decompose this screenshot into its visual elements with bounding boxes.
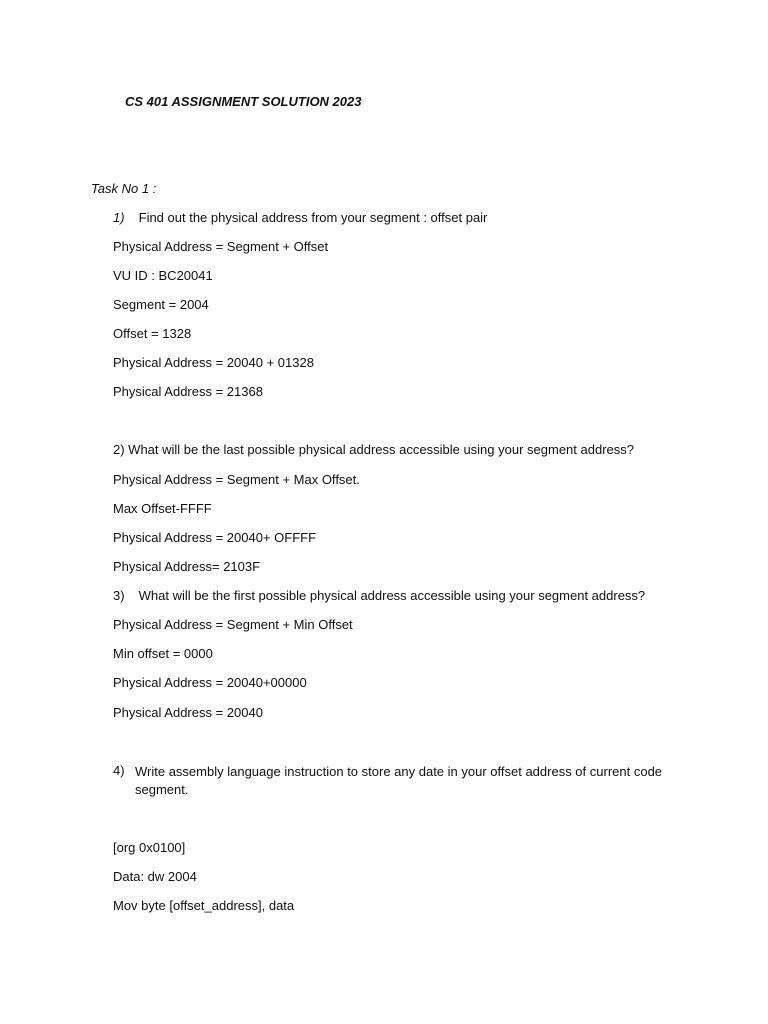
question-4-text: Write assembly language instruction to store any date in your offset address of current code segment. <box>135 764 663 797</box>
q3-line-2: Min offset = 0000 <box>113 646 213 661</box>
code-line-2: Data: dw 2004 <box>113 869 197 884</box>
q2-line-1: Physical Address = Segment + Max Offset. <box>113 472 360 487</box>
question-3-text: What will be the first possible physical address accessible using your segment address? <box>138 588 646 603</box>
q1-line-3: Segment = 2004 <box>113 297 209 312</box>
question-2-text: 2) What will be the last possible physical address accessible using your segment address? <box>113 442 634 457</box>
question-1-number: 1) <box>113 210 125 225</box>
question-1 <box>113 210 487 226</box>
q1-line-4: Offset = 1328 <box>113 326 192 341</box>
code-line-1: [org 0x0100] <box>113 840 186 855</box>
question-4-number: 4) <box>113 763 125 778</box>
question-4 <box>113 763 673 799</box>
question-1-text: Find out the physical address from your segment : offset pair <box>138 210 488 225</box>
q1-line-2: VU ID : BC20041 <box>113 268 213 283</box>
q2-line-4: Physical Address= 2103F <box>113 559 261 574</box>
code-line-3: Mov byte [offset_address], data <box>113 898 295 913</box>
document-title: CS 401 ASSIGNMENT SOLUTION 2023 <box>125 94 362 109</box>
q3-line-1: Physical Address = Segment + Min Offset <box>113 617 353 632</box>
q1-line-6: Physical Address = 21368 <box>113 384 263 399</box>
q3-line-4: Physical Address = 20040 <box>113 705 263 720</box>
q1-line-5: Physical Address = 20040 + 01328 <box>113 355 314 370</box>
q1-line-1: Physical Address = Segment + Offset <box>113 239 329 254</box>
q3-line-3: Physical Address = 20040+00000 <box>113 675 307 690</box>
q2-line-2: Max Offset-FFFF <box>113 501 212 516</box>
question-3 <box>113 588 645 604</box>
q2-line-3: Physical Address = 20040+ OFFFF <box>113 530 317 545</box>
task-heading: Task No 1 : <box>91 181 157 196</box>
question-3-number: 3) <box>113 588 125 603</box>
